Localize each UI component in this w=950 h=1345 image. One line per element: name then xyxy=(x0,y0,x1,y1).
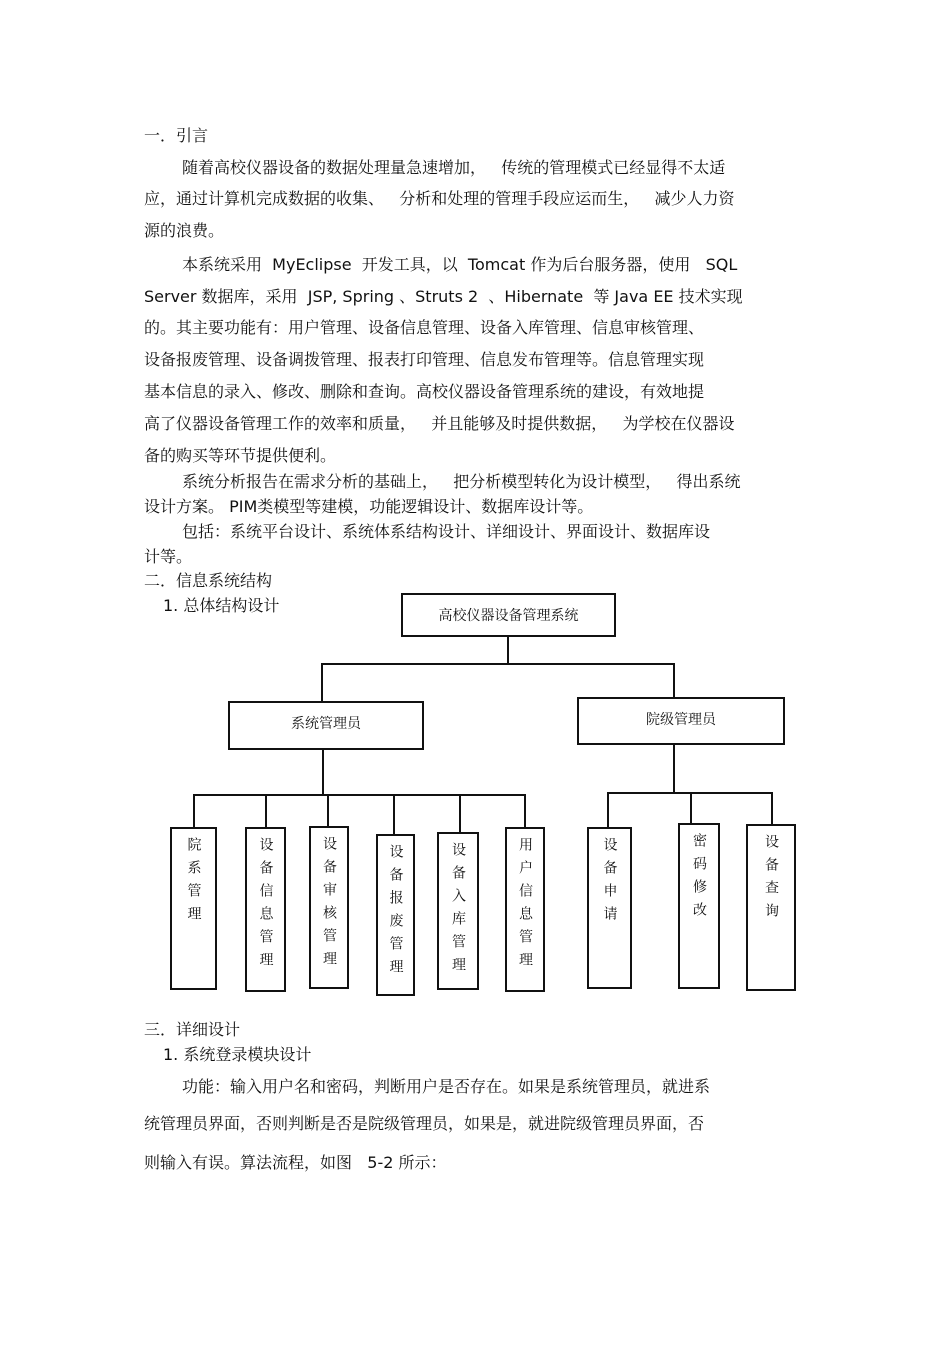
connector xyxy=(507,637,509,664)
diagram-node-college-admin xyxy=(577,697,785,745)
connector xyxy=(690,792,692,823)
diagram-leaf-node xyxy=(245,827,286,992)
paragraph-line: 则输入有误。算法流程，如图 5-2 所示： xyxy=(144,1153,447,1172)
diagram-node-label: 设备查询 xyxy=(763,834,779,926)
paragraph-line: Server 数据库，采用 JSP, Spring 、Struts 2 、Hibernate 等 Java EE 技术实现 xyxy=(144,287,743,306)
diagram-leaf-node xyxy=(678,823,720,989)
diagram-node-label: 设备入库管理 xyxy=(450,842,466,980)
diagram-node-label: 密码修改 xyxy=(691,833,707,925)
connector xyxy=(524,794,526,827)
diagram-leaf-node xyxy=(587,827,632,989)
connector xyxy=(321,663,323,702)
diagram-node-label: 设备报废管理 xyxy=(387,844,404,982)
connector xyxy=(327,794,329,826)
paragraph-line: 设备报废管理、设备调拨管理、报表打印管理、信息发布管理等。信息管理实现 xyxy=(144,350,705,369)
section-heading-intro: 一．引言 xyxy=(144,126,209,145)
diagram-node-label: 院系管理 xyxy=(185,837,202,929)
paragraph-line: 备的购买等环节提供便利。 xyxy=(144,446,337,465)
section-heading-detail: 三．详细设计 xyxy=(144,1020,241,1039)
connector xyxy=(265,794,267,827)
diagram-node-label: 高校仪器设备管理系统 xyxy=(438,608,579,624)
diagram-leaf-node xyxy=(505,827,545,992)
paragraph-line: 本系统采用 MyEclipse 开发工具，以 Tomcat 作为后台服务器，使用 SQL xyxy=(182,255,738,274)
section-heading-structure: 二．信息系统结构 xyxy=(144,571,273,590)
diagram-node-system-admin xyxy=(228,701,424,750)
paragraph-line: 包括：系统平台设计、系统体系结构设计、详细设计、界面设计、数据库设 xyxy=(182,522,711,541)
paragraph-line: 源的浪费。 xyxy=(144,221,225,240)
connector xyxy=(321,663,675,665)
diagram-node-label: 设备信息管理 xyxy=(257,837,274,975)
paragraph-line: 计等。 xyxy=(144,547,193,566)
subheading-detail: 1. 系统登录模块设计 xyxy=(163,1045,312,1064)
diagram-node-label: 设备申请 xyxy=(601,837,618,929)
diagram-node-label: 用户信息管理 xyxy=(517,837,533,975)
subheading-structure: 1. 总体结构设计 xyxy=(163,596,280,615)
paragraph-line: 应，通过计算机完成数据的收集、 分析和处理的管理手段应运而生， 减少人力资 xyxy=(144,189,735,208)
connector xyxy=(459,794,461,832)
diagram-node-label: 设备审核管理 xyxy=(321,836,337,974)
connector xyxy=(673,745,675,793)
paragraph-line: 的。其主要功能有：用户管理、设备信息管理、设备入库管理、信息审核管理、 xyxy=(144,318,705,337)
diagram-leaf-node xyxy=(746,824,796,991)
connector xyxy=(607,792,609,827)
connector xyxy=(193,794,526,796)
connector xyxy=(193,794,195,827)
paragraph-line: 高了仪器设备管理工作的效率和质量， 并且能够及时提供数据， 为学校在仪器设 xyxy=(144,414,735,433)
paragraph-line: 基本信息的录入、修改、删除和查询。高校仪器设备管理系统的建设，有效地提 xyxy=(144,382,705,401)
diagram-root-node xyxy=(401,593,616,637)
paragraph-line: 系统分析报告在需求分析的基础上， 把分析模型转化为设计模型， 得出系统 xyxy=(182,472,741,491)
connector xyxy=(771,792,773,824)
paragraph-line: 随着高校仪器设备的数据处理量急速增加， 传统的管理模式已经显得不太适 xyxy=(182,158,726,177)
diagram-leaf-node xyxy=(437,832,479,990)
diagram-leaf-node xyxy=(170,827,217,990)
paragraph-line: 统管理员界面，否则判断是否是院级管理员，如果是，就进院级管理员界面，否 xyxy=(144,1114,705,1133)
diagram-node-label: 院级管理员 xyxy=(646,712,716,728)
diagram-leaf-node xyxy=(376,834,415,996)
diagram-node-label: 系统管理员 xyxy=(291,716,361,732)
connector xyxy=(673,663,675,699)
connector xyxy=(393,794,395,834)
diagram-leaf-node xyxy=(309,826,349,989)
paragraph-line: 设计方案。 PIM类模型等建模，功能逻辑设计、数据库设计等。 xyxy=(144,497,594,516)
connector xyxy=(322,750,324,795)
paragraph-line: 功能：输入用户名和密码，判断用户是否存在。如果是系统管理员，就进系 xyxy=(182,1077,711,1096)
